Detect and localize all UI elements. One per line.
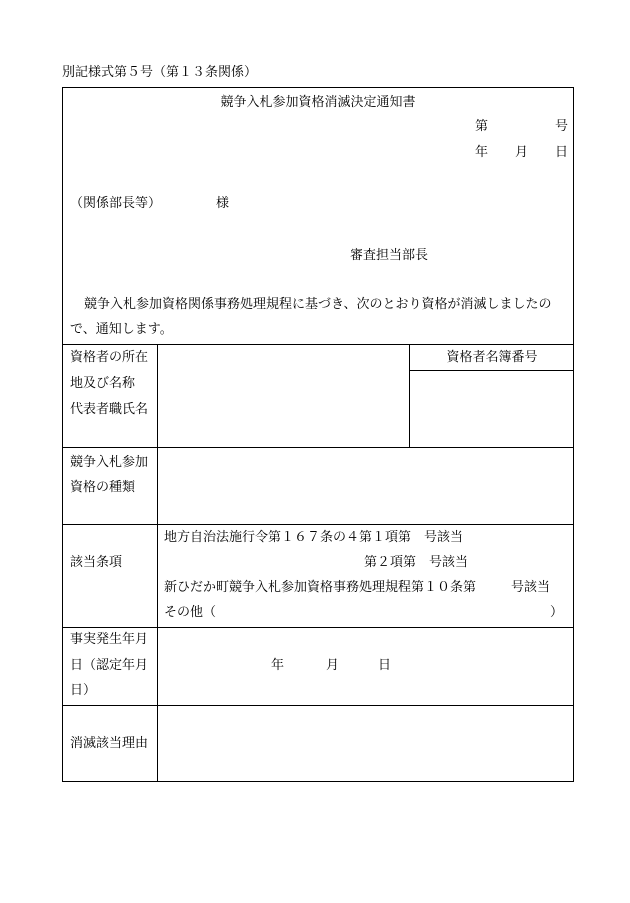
addressee-suffix: 様 [216, 196, 230, 211]
addressee-label: （関係部長等） [70, 196, 162, 211]
reason-label: 消滅該当理由 [70, 736, 149, 751]
number-prefix: 第 [475, 119, 489, 134]
occurrence-date-month: 月 [326, 658, 340, 673]
document-title: 競争入札参加資格消滅決定通知書 [220, 95, 416, 110]
clause-other-close: ） [550, 605, 564, 620]
occurrence-date-label-line-2: 日（認定年月 [70, 658, 149, 673]
table-top-line [62, 344, 574, 345]
qualifier-label-line-1: 資格者の所在 [70, 350, 149, 365]
issue-date-month: 月 [515, 145, 529, 160]
occurrence-date-label-line-3: 日） [70, 683, 97, 698]
occurrence-date-day: 日 [378, 658, 392, 673]
register-number-header: 資格者名簿番号 [446, 350, 538, 365]
clause-line-2: 第２項第 号該当 [364, 555, 469, 570]
body-text-line-1: 競争入札参加資格関係事務処理規程に基づき、次のとおり資格が消滅しましたの [84, 297, 552, 312]
occurrence-date-year: 年 [271, 658, 285, 673]
form-frame [62, 87, 574, 782]
clause-line-1: 地方自治法施行令第１６７条の４第１項第 号該当 [164, 530, 464, 545]
row-divider [62, 447, 574, 448]
issue-date-day: 日 [555, 145, 569, 160]
qualification-type-label-line-2: 資格の種類 [70, 480, 136, 495]
row-divider [62, 705, 574, 706]
clause-line-3: 新ひだか町競争入札参加資格事務処理規程第１０条第 [164, 580, 477, 595]
register-header-divider [409, 370, 574, 371]
form-label: 別記様式第５号（第１３条関係） [62, 65, 258, 80]
number-suffix: 号 [555, 119, 569, 134]
label-column-divider [157, 344, 158, 782]
qualifier-label-line-2: 地及び名称 [70, 376, 136, 391]
row-divider [62, 524, 574, 525]
clause-label: 該当条項 [70, 555, 123, 570]
qualification-type-label-line-1: 競争入札参加 [70, 455, 149, 470]
qualifier-label-line-3: 代表者職氏名 [70, 402, 149, 417]
issue-date-year: 年 [475, 145, 489, 160]
sender: 審査担当部長 [350, 248, 429, 263]
clause-line-3-suffix: 号該当 [511, 580, 551, 595]
row-divider [62, 627, 574, 628]
occurrence-date-label-line-1: 事実発生年月 [70, 632, 149, 647]
body-text-line-2: で、通知します。 [70, 322, 173, 337]
clause-other-open: その他（ [164, 605, 217, 620]
